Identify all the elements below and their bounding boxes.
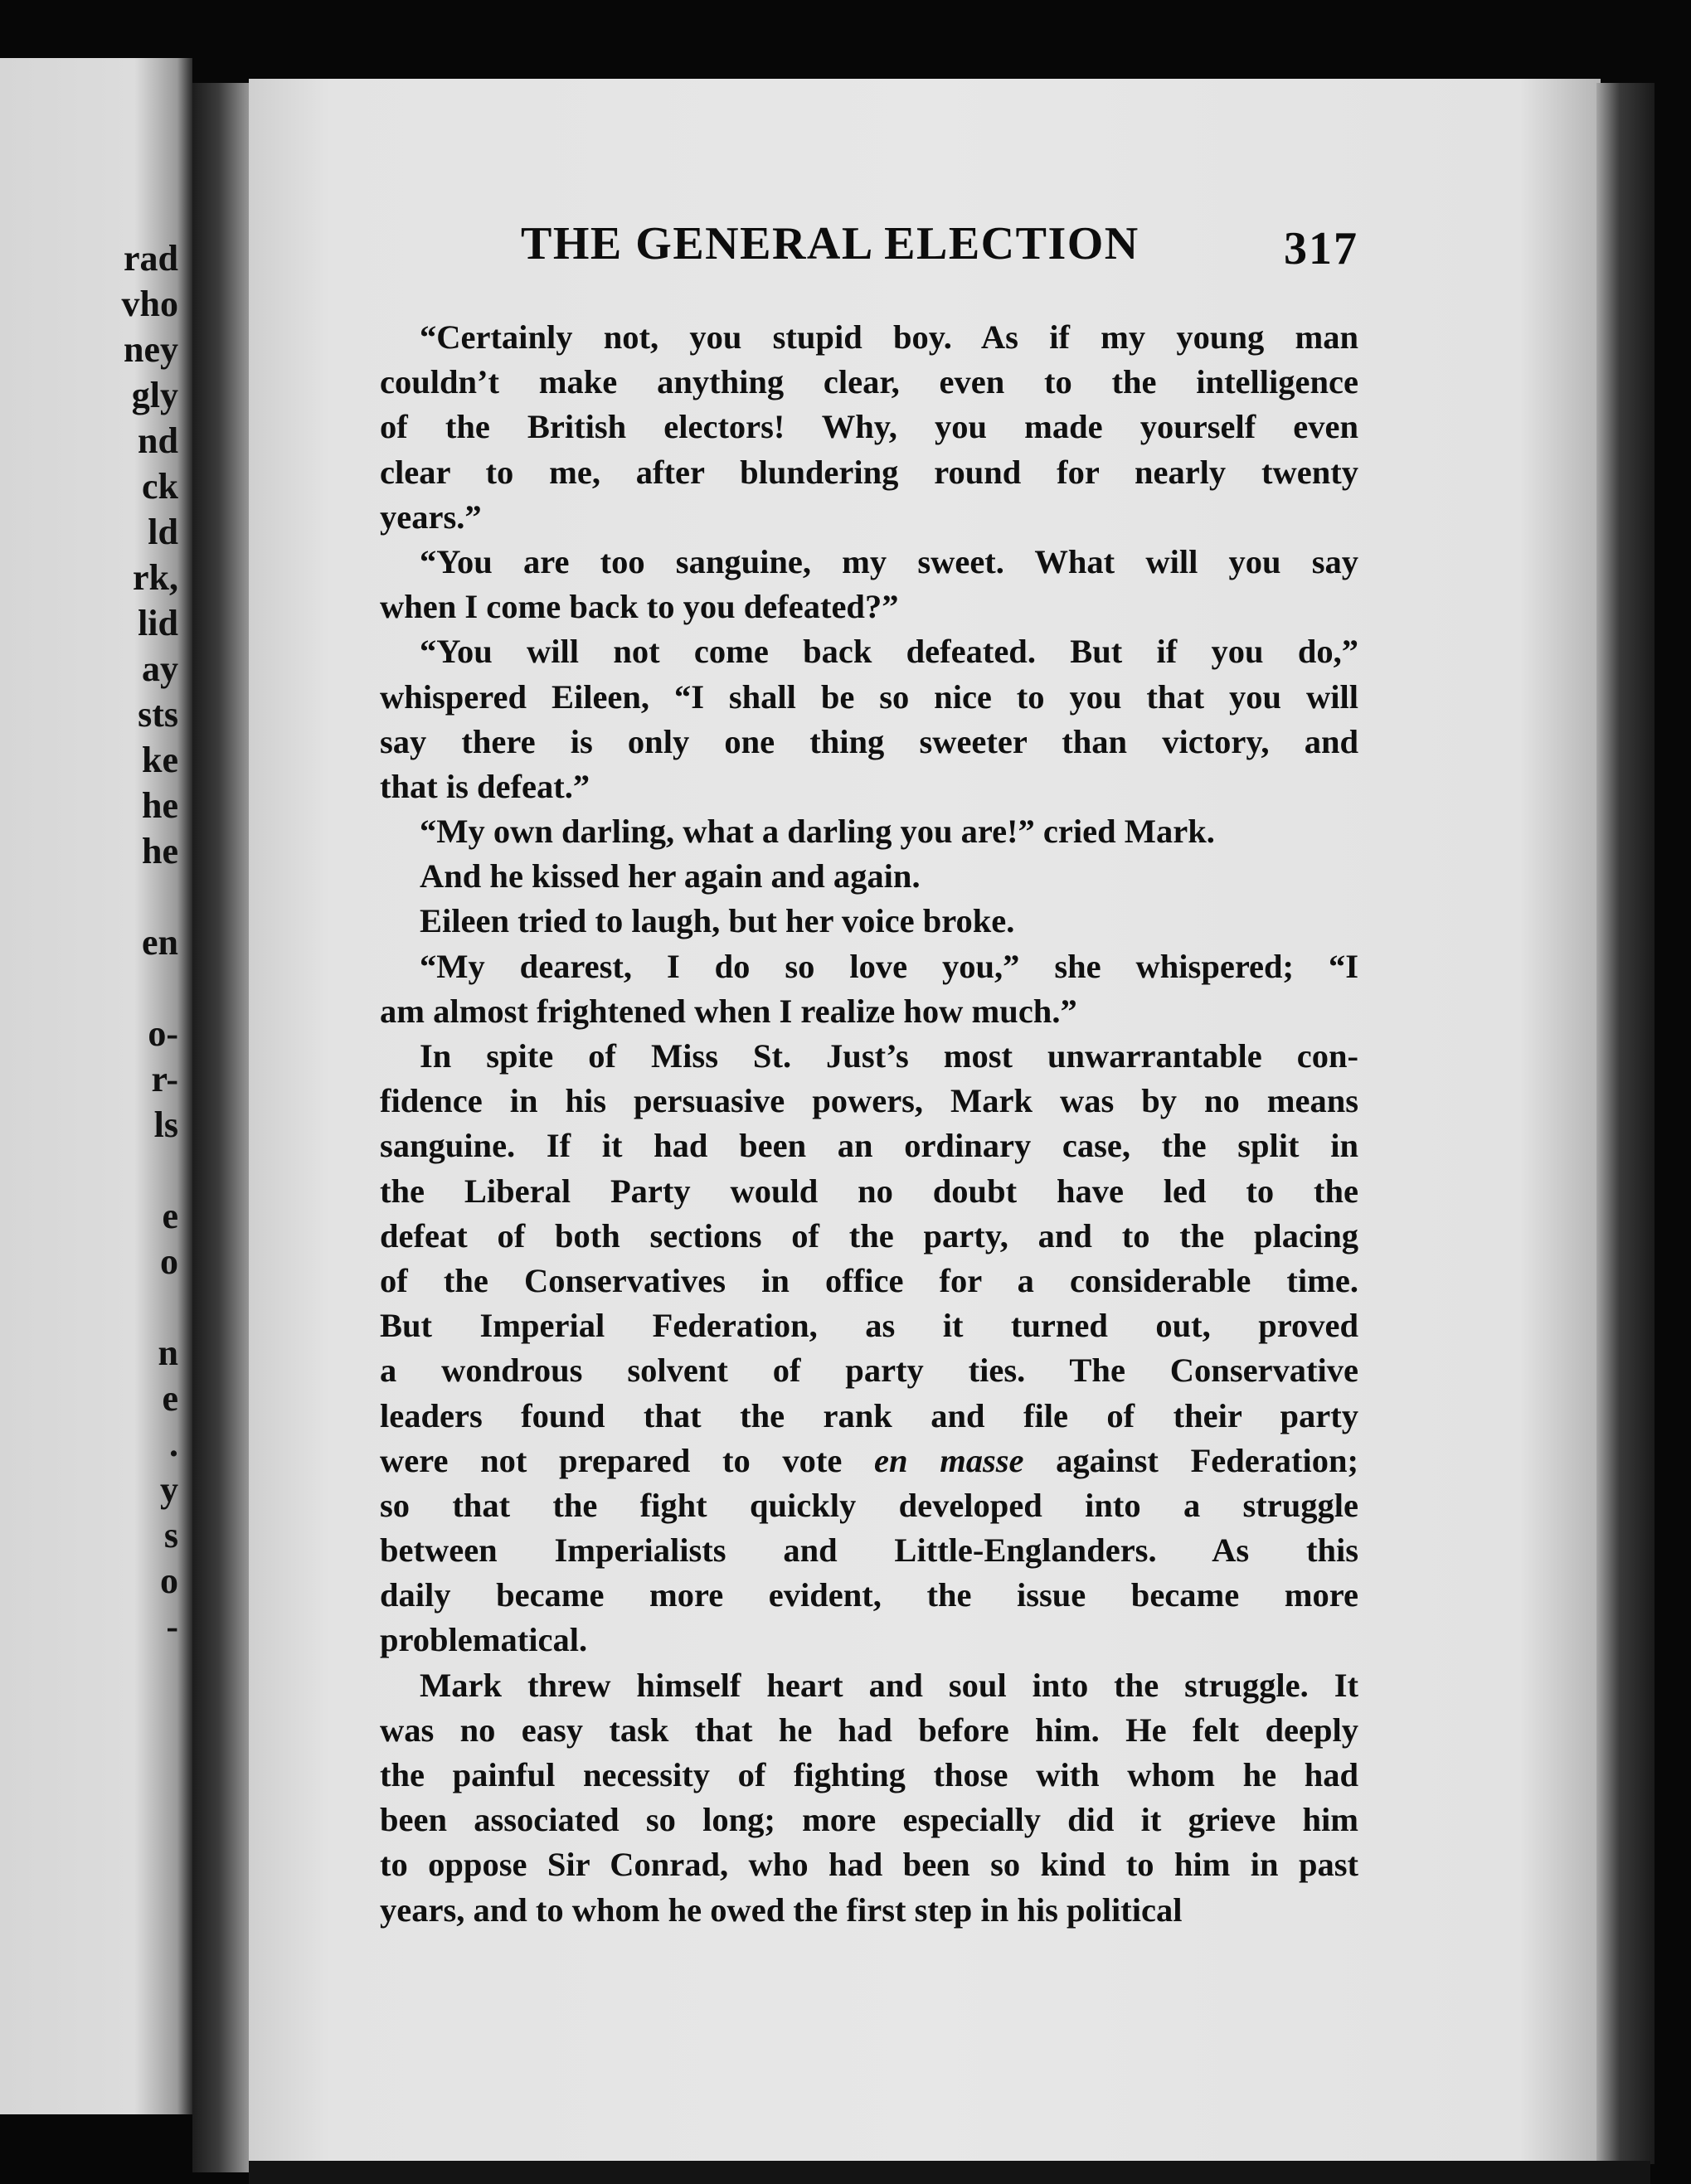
- text-line: when I come back to you defeated?”: [380, 588, 899, 626]
- left-page-fragment-word: he: [142, 785, 178, 826]
- left-page-fragment-word: o: [160, 1241, 178, 1282]
- left-page-fragment-word: -: [166, 1606, 178, 1647]
- text-line: “My dearest, I do so love you,” she whispered; “I: [420, 947, 1358, 985]
- text-line: fidence in his persuasive powers, Mark was by no means: [380, 1082, 1358, 1120]
- text-line: Eileen tried to laugh, but her voice broke.: [420, 902, 1015, 940]
- text-line: And he kissed her again and again.: [420, 857, 921, 895]
- page-number: 317: [1284, 223, 1358, 274]
- text-line: of the British electors! Why, you made yourself even: [380, 408, 1358, 446]
- left-page-fragment-word: vho: [121, 284, 178, 324]
- text-line: years, and to whom he owed the first step in his political: [380, 1890, 1183, 1929]
- text-line: say there is only one thing sweeter than victory, and: [380, 722, 1358, 760]
- page-header: [521, 217, 1358, 275]
- left-page-fragment-word: ke: [142, 740, 178, 780]
- text-line: In spite of Miss St. Just’s most unwarrantable con-: [420, 1037, 1358, 1075]
- text-line: whispered Eileen, “I shall be so nice to you that you will: [380, 677, 1358, 716]
- text-line: been associated so long; more especially did it grieve him: [380, 1801, 1358, 1839]
- left-page-fragment-word: y: [160, 1469, 178, 1510]
- left-page-fragment-word: s: [163, 1515, 178, 1555]
- body-text: [380, 315, 1358, 1933]
- left-page-fragment-word: rad: [124, 238, 178, 279]
- left-page-fragment-word: ld: [148, 512, 178, 552]
- text-line: defeat of both sections of the party, and to the placing: [380, 1216, 1358, 1255]
- text-line: so that the fight quickly developed into a struggle: [380, 1486, 1358, 1524]
- left-page-fragment-word: nd: [138, 420, 178, 461]
- text-line: “My own darling, what a darling you are!” cried Mark.: [420, 813, 1215, 851]
- left-page-fragment-word: en: [142, 922, 178, 963]
- text-line: leaders found that the rank and file of their party: [380, 1396, 1358, 1434]
- left-page-fragment-word: ney: [124, 329, 178, 370]
- text-line: clear to me, after blundering round for nearly twenty: [380, 453, 1358, 491]
- running-title: THE GENERAL ELECTION: [521, 218, 1139, 269]
- text-line: was no easy task that he had before him. He felt deeply: [380, 1711, 1358, 1749]
- left-page-fragment-word: o-: [148, 1013, 178, 1054]
- left-page-fragment-word: lid: [138, 603, 178, 643]
- text-line: years.”: [380, 497, 482, 536]
- text-line: couldn’t make anything clear, even to the intelligence: [380, 363, 1358, 401]
- left-page-fragment-word: ck: [142, 466, 178, 507]
- left-page-fragment-word: .: [169, 1424, 178, 1464]
- left-page-fragment-word: ls: [153, 1104, 178, 1145]
- text-line: that is defeat.”: [380, 767, 590, 805]
- text-line: a wondrous solvent of party ties. The Conservative: [380, 1352, 1358, 1390]
- text-line: between Imperialists and Little-Englanders. As this: [380, 1531, 1358, 1570]
- text-line: “Certainly not, you stupid boy. As if my young man: [420, 318, 1358, 356]
- text-line: “You will not come back defeated. But if you do,”: [420, 633, 1358, 671]
- text-line: daily became more evident, the issue became more: [380, 1576, 1358, 1614]
- left-page-fragment-word: sts: [138, 694, 178, 735]
- page-edge-shadow: [1596, 83, 1655, 2164]
- left-page-fragment-word: e: [162, 1378, 178, 1419]
- left-page-fragment-word: he: [142, 831, 178, 871]
- text-line: of the Conservatives in office for a considerable time.: [380, 1261, 1358, 1299]
- left-page-fragment-word: e: [162, 1196, 178, 1236]
- text-line: “You are too sanguine, my sweet. What will you say: [420, 542, 1358, 580]
- page-bottom-edge: [249, 2161, 1650, 2184]
- left-page-fragment-word: r-: [151, 1059, 178, 1099]
- text-line: to oppose Sir Conrad, who had been so kind to him in past: [380, 1846, 1358, 1884]
- text-line: But Imperial Federation, as it turned out, proved: [380, 1307, 1358, 1345]
- text-line: Mark threw himself heart and soul into the struggle. It: [420, 1666, 1358, 1704]
- text-line: the Liberal Party would no doubt have led to the: [380, 1172, 1358, 1210]
- text-line: problematical.: [380, 1621, 588, 1659]
- left-page-fragment-word: gly: [131, 375, 178, 415]
- text-line: sanguine. If it had been an ordinary case, the split in: [380, 1127, 1358, 1165]
- text-line: am almost frightened when I realize how much.”: [380, 992, 1077, 1030]
- left-page-fragment-word: ay: [142, 648, 178, 689]
- left-page-fragment-word: n: [158, 1332, 178, 1373]
- left-page-fragment-word: o: [160, 1560, 178, 1601]
- text-line: were not prepared to vote en masse against Federation;: [380, 1441, 1359, 1479]
- left-page-fragment-word: rk,: [133, 557, 178, 598]
- text-line: the painful necessity of fighting those with whom he had: [380, 1756, 1358, 1793]
